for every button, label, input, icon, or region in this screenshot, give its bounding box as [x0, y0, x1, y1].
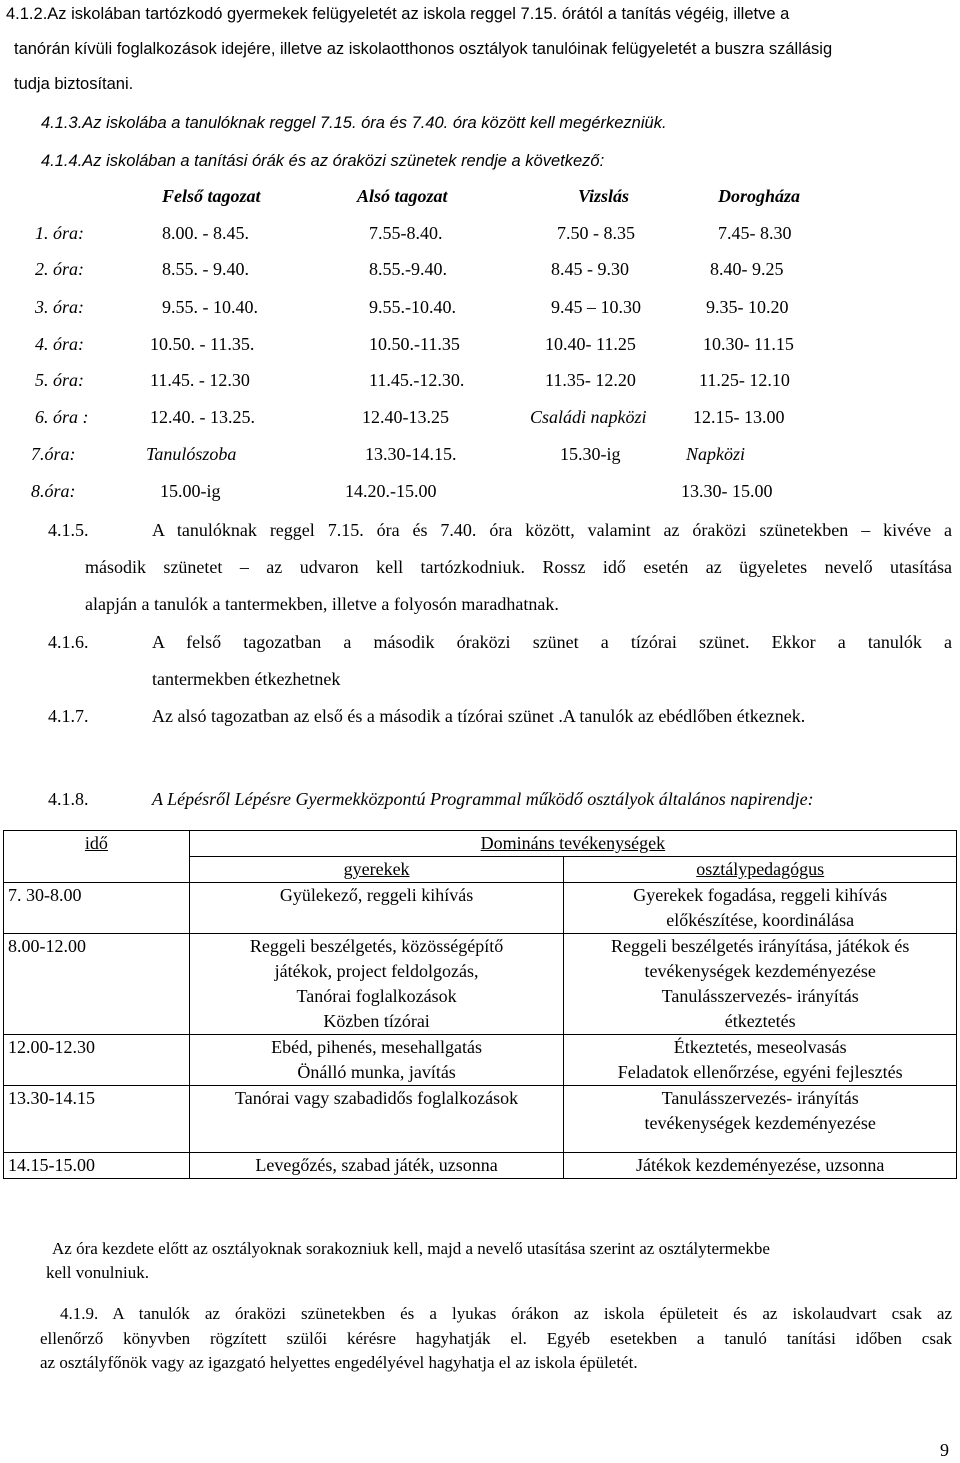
schedule-header-felso: Felső tagozat — [162, 186, 261, 206]
table-row — [4, 1086, 957, 1153]
cell-vizslas: 10.40- 11.25 — [545, 334, 636, 354]
header-pedagogus: osztálypedagógus — [564, 857, 957, 883]
paragraph-4-1-6-number: 4.1.6. — [48, 632, 89, 652]
paragraph-4-1-9-line-3: az osztályfőnök vagy az igazgató helyettes engedélyével hagyhatja el az iskola épületét. — [40, 1353, 638, 1372]
kids-cell: Ebéd, pihenés, mesehallgatás Önálló munka, javítás — [189, 1035, 564, 1086]
cell-also: 13.30-14.15. — [365, 444, 457, 464]
kids-cell: Reggeli beszélgetés, közösségépítő játékok, project feldolgozás, Tanórai foglalkozások Közben tízórai — [189, 934, 564, 1035]
cell-felso: 15.00-ig — [160, 481, 221, 501]
kids-cell: Levegőzés, szabad játék, uzsonna — [189, 1153, 564, 1179]
teacher-cell: Reggeli beszélgetés irányítása, játékok és tevékenységek kezdeményezése Tanulásszervezés- irányítás étkeztetés — [564, 934, 957, 1035]
cell-felso: 9.55. - 10.40. — [162, 297, 258, 317]
cell-vizslas: 7.50 - 8.35 — [557, 223, 635, 243]
page-number: 9 — [940, 1440, 949, 1460]
paragraph-4-1-6-line-1: A felső tagozatban a második óraközi szünet a tízórai szünet. Ekkor a tanulók a — [152, 632, 952, 652]
table-header-row — [4, 831, 957, 857]
teacher-cell: Tanulásszervezés- irányítás tevékenységek kezdeményezése — [564, 1086, 957, 1153]
cell-vizslas: 8.45 - 9.30 — [551, 259, 629, 279]
table-row — [4, 934, 957, 1035]
cell-dorogshaza: 12.15- 13.00 — [693, 407, 785, 427]
cell-also: 12.40-13.25 — [362, 407, 449, 427]
row-label: 3. óra: — [35, 297, 84, 317]
cell-also: 10.50.-11.35 — [369, 334, 460, 354]
cell-vizslas: Családi napközi — [530, 407, 647, 427]
cell-dorogshaza: 11.25- 12.10 — [699, 370, 790, 390]
cell-felso: 8.00. - 8.45. — [162, 223, 249, 243]
paragraph-4-1-8-number: 4.1.8. — [48, 789, 89, 809]
paragraph-4-1-5-line-3: alapján a tanulók a tantermekben, illetve a folyosón maradhatnak. — [85, 594, 559, 614]
time-cell: 7. 30-8.00 — [4, 883, 190, 934]
note-line-1: Az óra kezdete előtt az osztályoknak sorakozniuk kell, majd a nevelő utasítása szerint az osztálytermekbe — [52, 1239, 770, 1258]
daily-program-table — [3, 830, 957, 1179]
cell-dorogshaza: 9.35- 10.20 — [706, 297, 789, 317]
teacher-cell: Gyerekek fogadása, reggeli kihívás előkészítése, koordinálása — [564, 883, 957, 934]
cell-also: 14.20.-15.00 — [345, 481, 437, 501]
cell-vizslas: 15.30-ig — [560, 444, 621, 464]
cell-felso: 12.40. - 13.25. — [150, 407, 255, 427]
paragraph-4-1-5-number: 4.1.5. — [48, 520, 89, 540]
schedule-header-also: Alsó tagozat — [357, 186, 448, 206]
cell-dorogshaza: 13.30- 15.00 — [681, 481, 773, 501]
time-cell: 14.15-15.00 — [4, 1153, 190, 1179]
paragraph-4-1-4: 4.1.4.Az iskolában a tanítási órák és az óraközi szünetek rendje a következő: — [41, 152, 605, 170]
note-line-2: kell vonulniuk. — [46, 1263, 149, 1282]
cell-felso: 11.45. - 12.30 — [150, 370, 250, 390]
kids-cell: Tanórai vagy szabadidős foglalkozások — [189, 1086, 564, 1153]
paragraph-4-1-9-line-2: ellenőrző könyvben rögzített szülői kérésre hagyhatják el. Egyéb esetekben a tanuló tanítási időben csak — [40, 1329, 952, 1348]
paragraph-4-1-2-line-3: tudja biztosítani. — [14, 75, 134, 93]
row-label: 4. óra: — [35, 334, 84, 354]
teacher-cell: Játékok kezdeményezése, uzsonna — [564, 1153, 957, 1179]
cell-dorogshaza: 8.40- 9.25 — [710, 259, 784, 279]
paragraph-4-1-7-number: 4.1.7. — [48, 706, 89, 726]
time-cell: 8.00-12.00 — [4, 934, 190, 1035]
header-gyerekek: gyerekek — [189, 857, 564, 883]
paragraph-4-1-6-line-2: tantermekben étkezhetnek — [152, 669, 341, 689]
time-cell: 13.30-14.15 — [4, 1086, 190, 1153]
paragraph-4-1-8-line-1: A Lépésről Lépésre Gyermekközpontú Programmal működő osztályok általános napirendje: — [152, 789, 814, 809]
paragraph-4-1-5-line-2: második szünetet – az udvaron kell tartózkodniuk. Rossz idő esetén az ügyeletes nevelő utasítása — [85, 557, 952, 577]
paragraph-4-1-2-line-1: 4.1.2.Az iskolában tartózkodó gyermekek felügyeletét az iskola reggel 7.15. órától a tanítás végéig, illetve a — [6, 5, 790, 23]
header-ido: idő — [4, 831, 190, 883]
cell-vizslas: 9.45 – 10.30 — [551, 297, 641, 317]
row-label: 2. óra: — [35, 259, 84, 279]
cell-felso: Tanulószoba — [146, 444, 237, 464]
teacher-cell: Étkeztetés, meseolvasás Feladatok ellenőrzése, egyéni fejlesztés — [564, 1035, 957, 1086]
kids-cell: Gyülekező, reggeli kihívás — [189, 883, 564, 934]
cell-also: 11.45.-12.30. — [369, 370, 465, 390]
cell-also: 7.55-8.40. — [369, 223, 443, 243]
schedule-header-dorogshaza: Dorogháza — [718, 186, 801, 206]
schedule-header-vizslas: Vizslás — [578, 186, 630, 206]
paragraph-4-1-5-line-1: A tanulóknak reggel 7.15. óra és 7.40. óra között, valamint az óraközi szünetekben – kivéve a — [152, 520, 952, 540]
cell-dorogshaza: Napközi — [686, 444, 746, 464]
paragraph-4-1-7-line-1: Az alsó tagozatban az első és a második a tízórai szünet .A tanulók az ebédlőben étkeznek. — [152, 706, 806, 726]
header-dominans: Domináns tevékenységek — [189, 831, 956, 857]
row-label: 8.óra: — [31, 481, 76, 501]
cell-dorogshaza: 10.30- 11.15 — [703, 334, 794, 354]
table-row — [4, 883, 957, 934]
table-row — [4, 1153, 957, 1179]
row-label: 5. óra: — [35, 370, 84, 390]
row-label: 7.óra: — [31, 444, 76, 464]
paragraph-4-1-2-line-2: tanórán kívüli foglalkozások idejére, illetve az iskolaotthonos osztályok tanulóinak felügyeletét a buszra szállásig — [14, 40, 833, 58]
cell-dorogshaza: 7.45- 8.30 — [718, 223, 792, 243]
paragraph-4-1-3: 4.1.3.Az iskolába a tanulóknak reggel 7.15. óra és 7.40. óra között kell megérkezniük. — [41, 114, 667, 132]
cell-felso: 10.50. - 11.35. — [150, 334, 255, 354]
time-cell: 12.00-12.30 — [4, 1035, 190, 1086]
row-label: 6. óra : — [35, 407, 89, 427]
table-row — [4, 1035, 957, 1086]
row-label: 1. óra: — [35, 223, 84, 243]
cell-vizslas: 11.35- 12.20 — [545, 370, 636, 390]
cell-also: 8.55.-9.40. — [369, 259, 447, 279]
cell-also: 9.55.-10.40. — [369, 297, 456, 317]
cell-felso: 8.55. - 9.40. — [162, 259, 249, 279]
paragraph-4-1-9-line-1: 4.1.9. A tanulók az óraközi szünetekben és a lyukas órákon az iskola épületeit és az iskolaudvart csak az — [60, 1304, 952, 1323]
